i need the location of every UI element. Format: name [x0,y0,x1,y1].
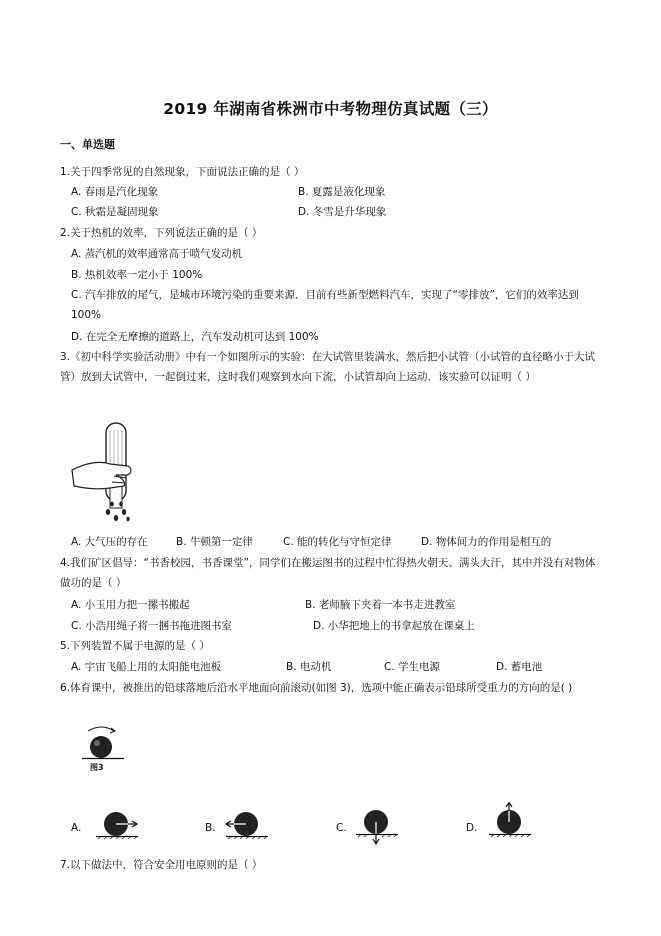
question-4-option-d: D. 小华把地上的书拿起放在课桌上 [313,620,475,632]
section-heading: 一、单选题 [60,138,115,151]
question-3-stem: 3.《初中科学实验活动册》中有一个如图所示的实验：在大试管里装满水，然后把小试管（小试管的直径略小于大试管）放到大试管中，一起倒过来，这时我们观察到水向下流，小试管却向上运动．该实验可以证明（ ） [60,351,596,383]
question-3-option-a: A. 大气压的存在 [71,536,148,548]
question-6-stem: 6.体育课中，被推出的铅球落地后沿水平地面向前滚动(如图 3)，选项中能正确表示铅球所受重力的方向的是( ) [60,682,573,694]
question-2-option-c: C. 汽车排放的尾气，是城市环境污染的重要来源．目前有些新型燃料汽车，实现了“零排放”，它们的效率达到 100% [71,289,579,321]
rolling-ball-figure [80,725,130,765]
question-2-option-d: D. 在完全无摩擦的道路上，汽车发动机可达到 100% [71,331,319,343]
question-2-option-a: A. 蒸汽机的效率通常高于喷气发动机 [71,248,243,260]
question-6-option-d: D. [466,822,478,834]
question-4-stem: 4.我们矿区倡导：“书香校园，书香课堂”，同学们在搬运图书的过程中忙得热火朝天、满头大汗，其中并没有对物体做功的是（ ） [60,557,596,589]
ball-arrow-right-icon [94,808,142,844]
question-2-stem: 2.关于热机的效率，下列说法正确的是（ ） [60,227,263,239]
question-5-option-b: B. 电动机 [286,661,332,673]
question-7-stem: 7.以下做法中，符合安全用电原则的是（ ） [60,859,263,871]
question-6-option-c: C. [336,822,347,834]
question-3-option-b: B. 牛顿第一定律 [176,536,253,548]
page-title: 2019 年湖南省株洲市中考物理仿真试题（三） [163,100,498,118]
question-6-option-b: B. [205,822,216,834]
ball-arrow-up-icon [487,802,533,844]
question-1-option-b: B. 夏露是液化现象 [298,186,386,198]
ball-arrow-left-icon [222,808,272,844]
question-4-option-c: C. 小浩用绳子将一捆书拖进图书室 [71,620,233,632]
question-1-option-a: A. 春雨是汽化现象 [71,186,159,198]
question-6-option-a: A. [71,822,82,834]
question-5-option-d: D. 蓄电池 [496,661,543,673]
question-1-stem: 1.关于四季常见的自然现象，下面说法正确的是（ ） [60,166,305,178]
question-4-option-a: A. 小玉用力把一摞书搬起 [71,599,190,611]
question-4-option-b: B. 老师腋下夹着一本书走进教室 [305,599,456,611]
question-3-option-d: D. 物体间力的作用是相互的 [421,536,552,548]
question-1-option-c: C. 秋霜是凝固现象 [71,206,159,218]
ball-arrow-down-icon [354,804,400,846]
test-tube-hand-figure [70,420,140,525]
question-3-option-c: C. 能的转化与守恒定律 [283,536,392,548]
question-1-option-d: D. 冬雪是升华现象 [298,206,387,218]
question-2-option-b: B. 热机效率一定小于 100% [71,269,203,281]
figure-3-caption: 图3 [90,763,104,772]
question-5-option-a: A. 宇宙飞船上用的太阳能电池板 [71,661,222,673]
question-5-stem: 5.下列装置不属于电源的是（ ） [60,640,210,652]
question-5-option-c: C. 学生电源 [384,661,441,673]
